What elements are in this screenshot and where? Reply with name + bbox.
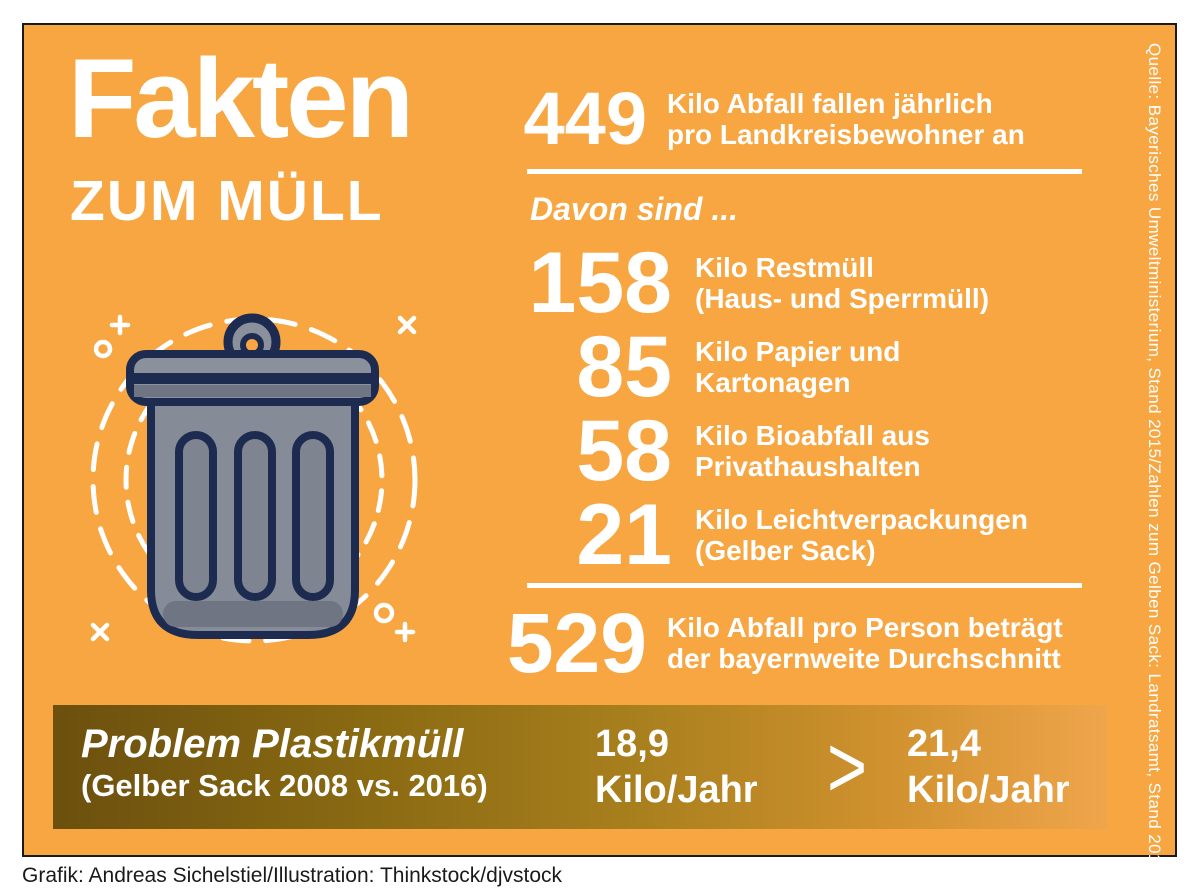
stat-label-total-line2: pro Landkreisbewohner an — [667, 118, 1025, 150]
can-rib — [238, 435, 272, 597]
stat-label-leichtverpackungen-line1: Kilo Leichtverpackungen — [695, 504, 1028, 535]
trash-can-icon — [62, 292, 482, 682]
stat-label-leichtverpackungen — [695, 504, 1028, 566]
stat-label-papier — [695, 336, 900, 398]
stat-row-leichtverpackungen — [444, 487, 1028, 583]
sparkle-x-icon — [93, 625, 107, 639]
stat-label-bioabfall-line1: Kilo Bioabfall aus — [695, 420, 930, 451]
can-rib — [296, 435, 330, 597]
problem-bar — [53, 705, 1107, 829]
can-ribs — [179, 435, 330, 597]
value-2008-unit: Kilo/Jahr — [595, 769, 758, 811]
problem-bar-title-line2: (Gelber Sack 2008 vs. 2016) — [81, 768, 488, 803]
value-2016-unit: Kilo/Jahr — [907, 769, 1070, 811]
sparkle-plus-icon — [112, 317, 128, 333]
stat-label-restmuell-line2: (Haus- und Sperrmüll) — [695, 283, 990, 314]
stat-value-papier: 85 — [576, 319, 672, 415]
infographic-panel — [22, 23, 1177, 874]
stat-value-total: 449 — [523, 76, 647, 160]
source-note: Quelle: Bayerisches Umweltministerium, Stand 2015/Zahlen zum Gelben Sack: Landratsamt, Stand 2016 — [1145, 43, 1164, 874]
can-lid-band — [126, 373, 379, 384]
stat-label-bavaria-average — [667, 612, 1063, 674]
stat-label-papier-line2: Kartonagen — [695, 367, 851, 398]
sparkle-x-icon — [400, 318, 414, 332]
stat-value-leichtverpackungen: 21 — [576, 487, 672, 583]
stat-row-total — [444, 71, 1025, 166]
page-title: Fakten — [68, 36, 411, 161]
can-bottom-shadow — [163, 601, 343, 627]
breakdown-intro: Davon sind ... — [530, 191, 739, 227]
stat-value-bioabfall: 58 — [576, 403, 672, 499]
divider-bottom — [527, 583, 1082, 588]
stat-label-bioabfall-line2: Privathaushalten — [695, 451, 921, 482]
divider-top — [527, 169, 1082, 174]
stat-row-bioabfall — [444, 403, 930, 499]
stat-label-leichtverpackungen-line2: (Gelber Sack) — [695, 535, 876, 566]
stat-value-restmuell: 158 — [528, 235, 672, 331]
value-2008 — [595, 721, 758, 813]
stat-value-bavaria-average: 529 — [506, 595, 647, 690]
value-2016-number: 21,4 — [907, 723, 981, 765]
stat-row-papier — [444, 319, 901, 415]
can-rib — [179, 435, 213, 597]
stat-label-total — [667, 88, 1025, 150]
sparkle-circle-icon — [96, 342, 110, 356]
sparkle-plus-icon — [397, 624, 413, 640]
stat-row-restmuell — [444, 235, 990, 331]
page-subtitle: ZUM MÜLL — [70, 169, 384, 233]
stat-label-bavaria-average-line1: Kilo Abfall pro Person beträgt — [667, 611, 1063, 643]
stat-label-bioabfall — [695, 420, 930, 482]
value-2008-number: 18,9 — [595, 723, 669, 765]
problem-bar-title — [81, 721, 488, 805]
stat-label-restmuell-line1: Kilo Restmüll — [695, 252, 874, 283]
stat-row-bavaria-average — [439, 595, 1063, 690]
stat-label-bavaria-average-line2: der bayernweite Durchschnitt — [667, 642, 1061, 674]
stat-label-total-line1: Kilo Abfall fallen jährlich — [667, 87, 993, 119]
stat-label-restmuell — [695, 252, 989, 314]
stat-label-papier-line1: Kilo Papier und — [695, 336, 901, 367]
trash-can-illustration — [62, 292, 482, 682]
greater-than-icon: > — [826, 717, 868, 816]
problem-bar-title-line1: Problem Plastikmüll — [81, 722, 464, 766]
sparkle-circle-icon — [376, 605, 392, 621]
value-2016 — [907, 721, 1070, 813]
can-lid-underside — [134, 385, 371, 397]
credit-line: Grafik: Andreas Sichelstiel/Illustration: Thinkstock/djvstock — [22, 864, 563, 887]
